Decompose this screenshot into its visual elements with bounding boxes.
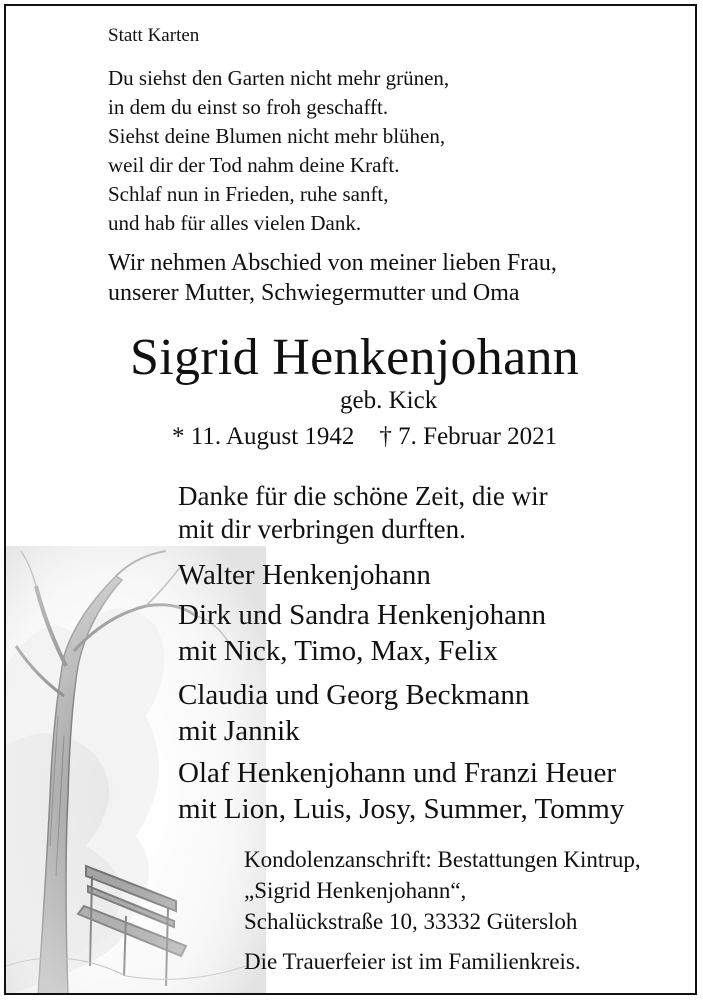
family-member: Dirk und Sandra Henkenjohann: [178, 599, 547, 631]
address-line: Kondolenzanschrift: Bestattungen Kintrup,: [244, 847, 641, 872]
header-label: Statt Karten: [108, 25, 200, 46]
family-member: mit Lion, Luis, Josy, Summer, Tommy: [178, 793, 625, 825]
life-dates: * 11. August 1942 † 7. Februar 2021: [172, 423, 558, 450]
poem: [108, 64, 449, 238]
family-member: mit Jannik: [178, 715, 300, 747]
poem-line: in dem du einst so froh geschafft.: [108, 95, 389, 119]
intro-line: Wir nehmen Abschied von meiner lieben Frau,: [108, 250, 557, 276]
address-line: Schalückstraße 10, 33332 Gütersloh: [244, 909, 578, 934]
poem-line: Schlaf nun in Frieden, ruhe sanft,: [108, 182, 389, 206]
poem-line: Siehst deine Blumen nicht mehr blühen,: [108, 124, 446, 148]
maiden-name: geb. Kick: [340, 387, 438, 414]
poem-line: weil dir der Tod nahm deine Kraft.: [108, 153, 400, 177]
poem-line: Du siehst den Garten nicht mehr grünen,: [108, 66, 450, 90]
thanks-text: [178, 480, 548, 546]
intro-line: unserer Mutter, Schwiegermutter und Oma: [108, 280, 520, 306]
address-line: „Sigrid Henkenjohann“,: [244, 878, 467, 903]
intro-text: [108, 248, 557, 308]
family-member: Claudia und Georg Beckmann: [178, 679, 530, 711]
family-member: mit Nick, Timo, Max, Felix: [178, 635, 498, 667]
obituary-frame: [4, 4, 697, 995]
condolence-address: [244, 844, 641, 937]
family-member: Olaf Henkenjohann und Franzi Heuer: [178, 757, 617, 789]
deceased-name: Sigrid Henkenjohann: [130, 329, 580, 386]
family-member: Walter Henkenjohann: [178, 559, 431, 591]
thanks-line: Danke für die schöne Zeit, die wir: [178, 481, 548, 511]
funeral-note: Die Trauerfeier ist im Familienkreis.: [244, 949, 581, 974]
poem-line: und hab für alles vielen Dank.: [108, 211, 362, 235]
thanks-line: mit dir verbringen durften.: [178, 514, 466, 544]
